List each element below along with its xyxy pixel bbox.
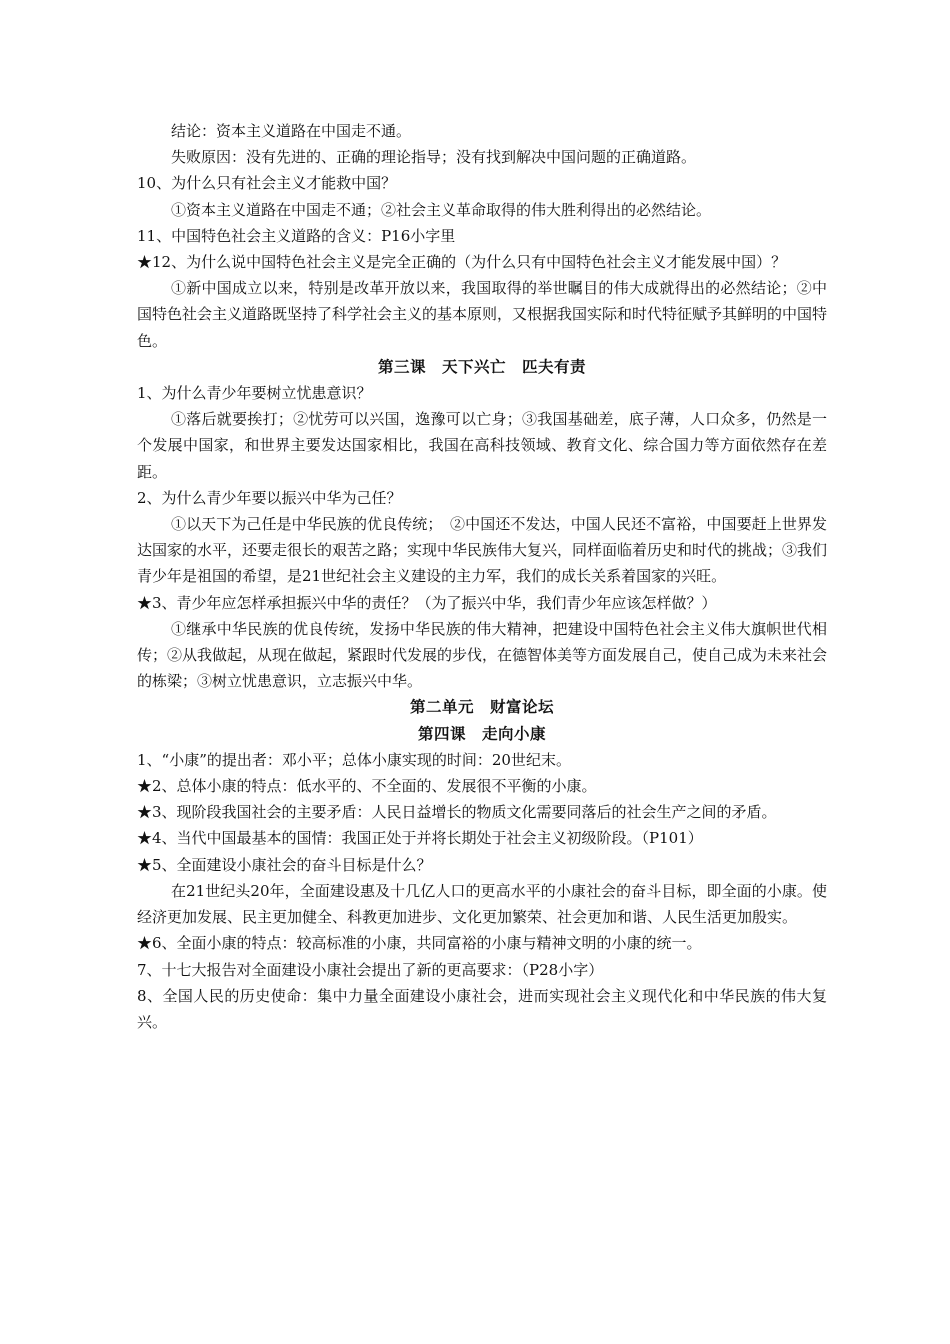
paragraph-conclusion: 结论：资本主义道路在中国走不通。 [171,122,412,140]
unit-2-title: 财富论坛 [490,697,555,717]
unit-2-heading [137,694,827,720]
question-11: 11、中国特色社会主义道路的含义：P16小字里 [137,226,456,245]
question-3-1: 1、为什么青少年要树立忧患意识？ [137,384,372,403]
question-3-2: 2、为什么青少年要以振兴中华为己任？ [137,488,402,507]
answer-4-5: 在21世纪头20年，全面建设惠及十几亿人口的更高水平的小康社会的奋斗目标，即全面的小康。使经济更加发展、民主更加健全、科教更加进步、文化更加繁荣、社会更加和谐、人民生活更加殷实。 [137,881,827,927]
lesson-4-heading [137,721,827,747]
item-4-4: ★4、当代中国最基本的国情：我国正处于并将长期处于社会主义初级阶段。（P101） [137,829,703,848]
answer-12: ①新中国成立以来，特别是改革开放以来，我国取得的举世瞩目的伟大成就得出的必然结论；②中国特色社会主义道路既坚持了科学社会主义的基本原则，又根据我国实际和时代特征赋予其鲜明的中国特色。 [137,279,828,350]
item-4-6: ★6、全面小康的特点：较高标准的小康，共同富裕的小康与精神文明的小康的统一。 [137,934,702,953]
question-10: 10、为什么只有社会主义才能救中国？ [137,174,397,193]
item-4-7: 7、十七大报告对全面建设小康社会提出了新的更高要求：（P28小字） [137,960,604,979]
answer-10: ①资本主义道路在中国走不通；②社会主义革命取得的伟大胜利得出的必然结论。 [171,200,712,219]
question-3-3: ★3、青少年应怎样承担振兴中华的责任？（为了振兴中华，我们青少年应该怎样做？） [137,593,717,612]
lesson-4-number: 第四课 [417,723,466,743]
unit-2-number: 第二单元 [409,697,474,717]
answer-3-3: ①继承中华民族的优良传统，发扬中华民族的伟大精神，把建设中国特色社会主义伟大旗帜世代相传；②从我做起，从现在做起，紧跟时代发展的步伐，在德智体美等方面发展自己，使自己成为未来社会的栋梁；③树立忧患意识，立志振兴中华。 [137,619,828,691]
lesson-3-title-part1: 天下兴亡 [441,356,506,376]
question-4-5: ★5、全面建设小康社会的奋斗目标是什么？ [137,855,432,874]
item-4-8: 8、全国人民的历史使命：集中力量全面建设小康社会，进而实现社会主义现代化和中华民族的伟大复兴。 [137,986,827,1031]
document-body [137,118,827,1035]
answer-3-2: ①以天下为己任是中华民族的优良传统； ②中国还不发达，中国人民还不富裕，中国要赶上世界发达国家的水平，还要走很长的艰苦之路；实现中华民族伟大复兴，同样面临着历史和时代的挑战；③我们青少年是祖国的希望，是21世纪社会主义建设的主力军，我们的成长关系着国家的兴旺。 [137,515,828,586]
item-4-1: 1、“小康”的提出者：邓小平；总体小康实现的时间：20世纪末。 [137,750,571,769]
item-4-3: ★3、现阶段我国社会的主要矛盾：人民日益增长的物质文化需要同落后的社会生产之间的矛盾。 [137,803,777,822]
item-4-2: ★2、总体小康的特点：低水平的、不全面的、发展很不平衡的小康。 [137,777,597,796]
answer-3-1: ①落后就要挨打；②忧劳可以兴国，逸豫可以亡身；③我国基础差，底子薄，人口众多，仍然是一个发展中国家，和世界主要发达国家相比，我国在高科技领域、教育文化、综合国力等方面依然存在差距。 [137,410,827,481]
lesson-4-title: 走向小康 [482,723,547,743]
lesson-3-title-part2: 匹夫有责 [522,356,587,376]
question-12: ★12、为什么说中国特色社会主义是完全正确的（为什么只有中国特色社会主义才能发展中国）？ [137,253,787,272]
lesson-3-number: 第三课 [377,356,426,376]
paragraph-failure-reason: 失败原因：没有先进的、正确的理论指导；没有找到解决中国问题的正确道路。 [171,148,697,167]
lesson-3-heading [137,354,827,380]
